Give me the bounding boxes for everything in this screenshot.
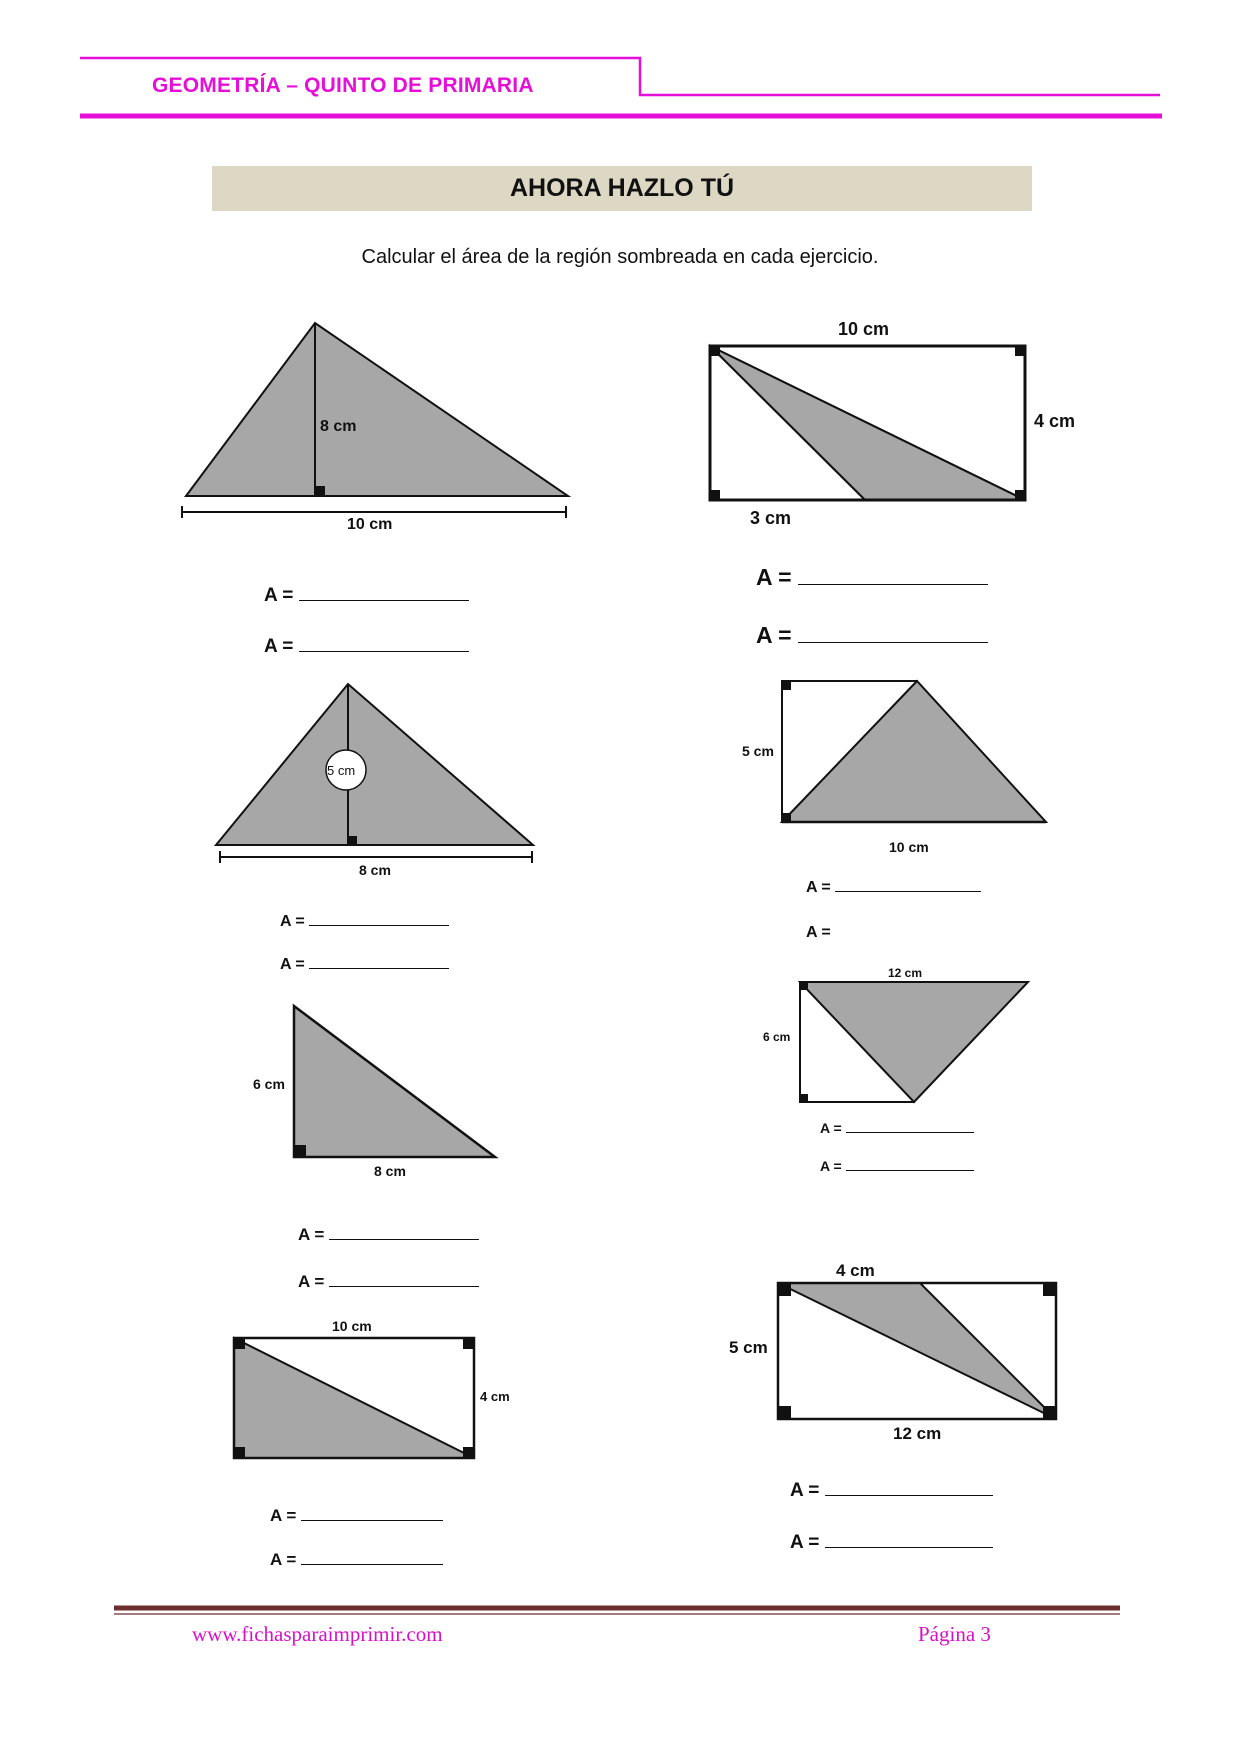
exercise-5-answer-2[interactable]: A =	[298, 1272, 479, 1292]
exercise-8-side-label: 5 cm	[729, 1338, 768, 1357]
exercise-6-answer-2[interactable]: A =	[820, 1158, 974, 1174]
exercise-1-base-label: 10 cm	[347, 516, 393, 533]
header-title: GEOMETRÍA – QUINTO DE PRIMARIA	[152, 74, 534, 97]
exercise-2-top-label: 10 cm	[838, 319, 890, 339]
exercise-4-answer-1[interactable]: A =	[806, 879, 981, 897]
exercise-6-side-label: 6 cm	[763, 1030, 791, 1044]
exercise-3-answer-2[interactable]: A =	[280, 956, 449, 974]
footer-page-number: Página 3	[918, 1622, 991, 1646]
exercise-7-side-label: 4 cm	[480, 1389, 510, 1404]
section-title: AHORA HAZLO TÚ	[509, 174, 735, 202]
exercise-5-side-label: 6 cm	[253, 1076, 285, 1092]
exercise-8-answer-2[interactable]: A =	[790, 1532, 993, 1554]
exercise-3-base-label: 8 cm	[359, 862, 391, 878]
exercise-6-top-label: 12 cm	[888, 966, 923, 980]
exercise-8-answer-1[interactable]: A =	[790, 1480, 993, 1502]
exercise-1-answer-1[interactable]: A =	[264, 585, 469, 607]
exercise-2-side-label: 4 cm	[1034, 411, 1076, 431]
exercise-3-answer-1[interactable]: A =	[280, 913, 449, 931]
exercise-7-answer-1[interactable]: A =	[270, 1506, 443, 1526]
exercise-4-side-label: 5 cm	[742, 743, 774, 759]
exercise-7-top-label: 10 cm	[332, 1318, 372, 1334]
footer-url[interactable]: www.fichasparaimprimir.com	[192, 1622, 443, 1646]
exercise-1-height-label: 8 cm	[320, 418, 357, 435]
exercise-2-answer-2[interactable]: A =	[756, 622, 988, 649]
exercise-7-answer-2[interactable]: A =	[270, 1550, 443, 1570]
exercise-8-bottom-label: 12 cm	[893, 1424, 942, 1443]
exercise-1-answer-2[interactable]: A =	[264, 636, 469, 658]
exercise-4-answer-2[interactable]: A =	[806, 924, 831, 941]
exercise-5-answer-1[interactable]: A =	[298, 1225, 479, 1245]
exercise-6-answer-1[interactable]: A =	[820, 1120, 974, 1136]
exercise-3-height-label: 5 cm	[327, 763, 356, 778]
exercise-8-top-label: 4 cm	[836, 1261, 875, 1280]
exercise-2-answer-1[interactable]: A =	[756, 564, 988, 591]
exercise-4-base-label: 10 cm	[889, 839, 929, 855]
exercise-5-base-label: 8 cm	[374, 1163, 406, 1179]
exercise-2-bottom-label: 3 cm	[750, 508, 792, 528]
instructions: Calcular el área de la región sombreada en cada ejercicio.	[361, 246, 879, 268]
